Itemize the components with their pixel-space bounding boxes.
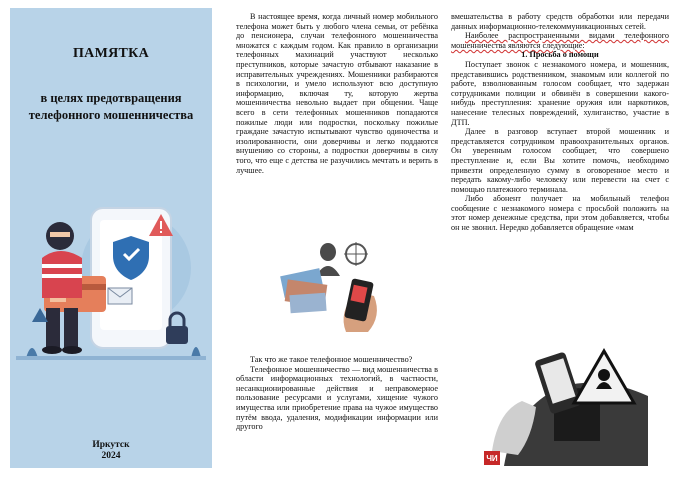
cover-title: ПАМЯТКА (72, 46, 150, 61)
cover-panel (10, 8, 212, 468)
cover-city: Иркутск (92, 440, 130, 450)
help-request-paragraph: Поступает звонок с незнакомого номера, и мошенник, представившись родственником, знакомым или коллегой по работе, взволнованным голосом сообщает, что задержан сотрудниками полиции и обвинён в совершении какого-нибудь преступления: хранение оружия или наркотиков, нанесение телесных повреждений, хулиганство, участие в ДТП. (451, 59, 669, 127)
intro-paragraph: В настоящее время, когда личный номер мобильного телефона может быть у любого члена семьи, от ребёнка до пенсионера, случаи телефонного мошенничества множатся с каждым годом. Как правило в организации телефонных махинаций участвуют несколько преступников, которые зачастую отбывают наказание в исправительных учреждениях. Мошенники разбираются в психологии, и умело используют всю доступную информацию, включая ту, которую жертва мошенничества невольно выдает при общении. Чаще всего в сети телефонных мошенников попадаются пожилые люди или подростки, поскольку пожилые граждане зачастую испытывают чувство одиночества и изолированности, они доверчивы и легко поддаются внушению со стороны, а подростки доверчивы в силу того, что еще с детства не разучились мечтать и верить в лучшее. (236, 12, 438, 175)
cover-subtitle: в целях предотвращения телефонного мошенничества (28, 91, 194, 122)
cover-year: 2024 (101, 451, 121, 461)
definition-paragraph: Телефонное мошенничество — вид мошенничества в области информационных технологий, в частности, несанкционированные действия и неправомерное пользование ресурсами и услугами, хищение чужого имущества или приобретение права на чужое имущество путём ввода, удаления, модификации информации или другого (236, 364, 438, 432)
second-scammer-paragraph: Далее в разговор вступает второй мошенник и представляется сотрудником правоохранительных органов. Он уверенным голосом сообщает, что совершено преступление и, если Вы хотите помочь, необходимо привезти определенную сумму в оговоренное место и передать какому-либо человеку или перевести на счет с помощью платежного терминала. (451, 127, 669, 194)
image-badge-text: ЧИ (486, 454, 498, 463)
types-intro-paragraph: Наиболее распространенными видами телефонного мошенничества являются следующие: (451, 31, 669, 50)
continuation-paragraph: вмешательства в работу средств обработки или передачи данных информационно-телекоммуникационных сетей. (451, 12, 669, 31)
hacker-phone-image (484, 341, 648, 466)
phone-thief-illustration (16, 188, 206, 378)
column-types (451, 12, 669, 233)
column-intro (236, 12, 438, 175)
section-heading-help-request: 1. Просьба о помощи (521, 50, 599, 60)
column-definition (236, 355, 438, 432)
phone-scam-collage-image (276, 236, 396, 336)
sms-paragraph: Либо абонент получает на мобильный телефон сообщение с незнакомого номера с просьбой положить на этот номер денежные средства, при этом добавляется, чтобы он не звонил. Нередко добавляется обращение «мам (451, 194, 669, 233)
question-paragraph: Так что же такое телефонное мошенничество? (250, 355, 413, 364)
